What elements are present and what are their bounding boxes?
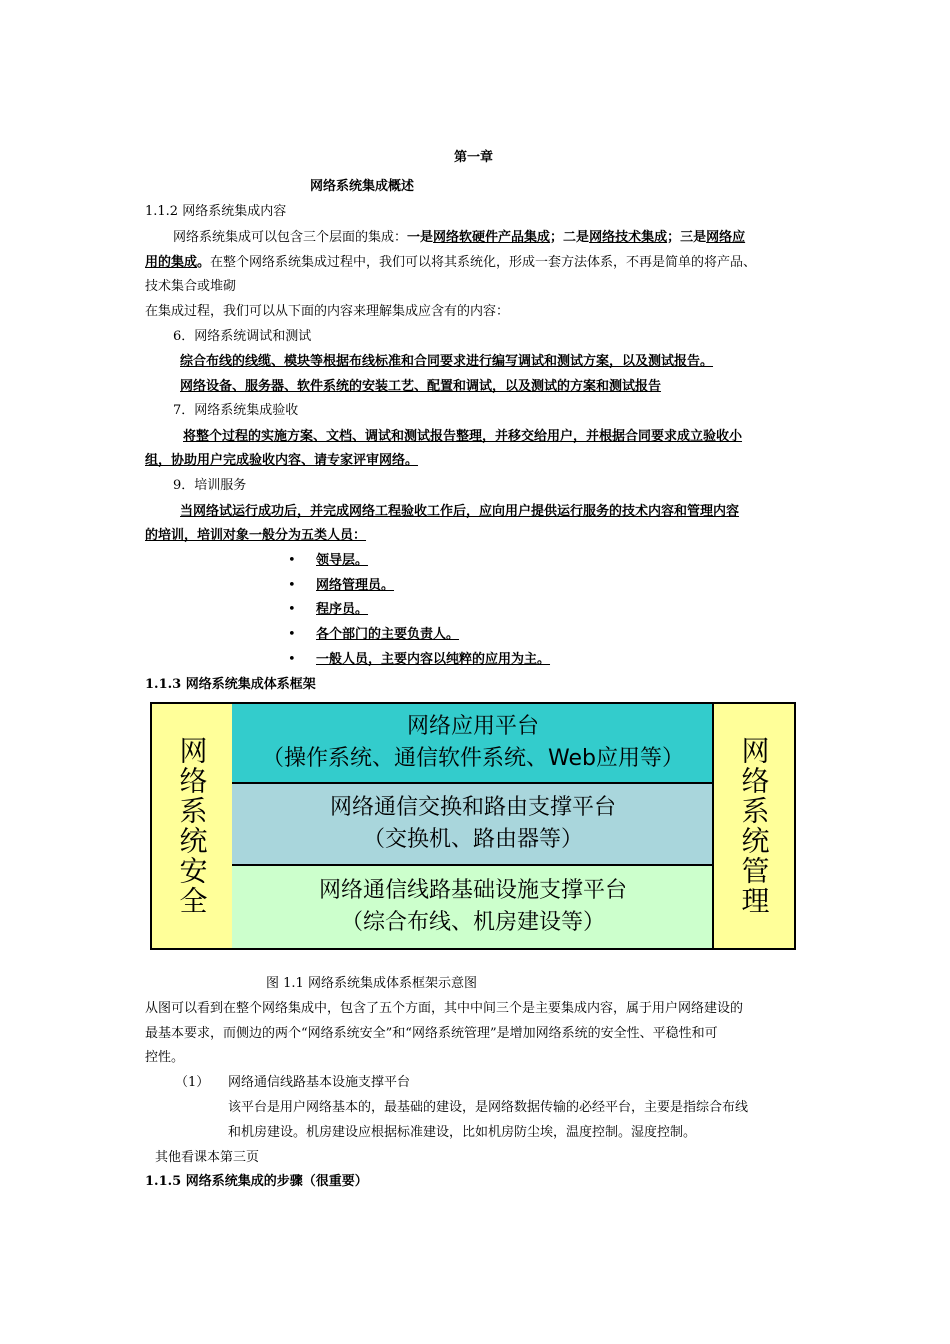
list-item: • 一般人员，主要内容以纯粹的应用为主。	[0, 647, 950, 672]
security-column: 网络系统安全	[152, 704, 234, 948]
subsection-line-1: 该平台是用户网络基本的，最基础的建设，是网络数据传输的必经平台，主要是指综合布线	[228, 1100, 749, 1115]
bullet-icon: •	[288, 652, 296, 667]
paragraph-1-line-3: 技术集合或堆砌	[145, 279, 237, 294]
item-6-line-1: 综合布线的线缆、模块等根据布线标准和合同要求进行编写调试和测试方案，以及测试报告。	[180, 354, 714, 369]
subsection-line-2: 和机房建设。机房建设应根据标准建设，比如机房防尘埃，温度控制。湿度控制。	[228, 1125, 697, 1140]
cabling-infrastructure-layer: 网络通信线路基础设施支撑平台 （综合布线、机房建设等）	[232, 866, 714, 948]
bullet-icon: •	[288, 553, 296, 568]
page-title: 网络系统集成概述	[310, 179, 415, 194]
switching-routing-layer: 网络通信交换和路由支撑平台 （交换机、路由器等）	[232, 784, 714, 866]
framework-diagram	[150, 702, 796, 950]
item-9-line-1: 当网络试运行成功后，并完成网络工程验收工作后，应向用户提供运行服务的技术内容和管理内容	[180, 504, 740, 519]
paragraph-3-line-2: 最基本要求，而侧边的两个“网络系统安全”和“网络系统管理”是增加网络系统的安全性、平稳性和可	[145, 1026, 718, 1041]
chapter-heading: 第一章	[454, 150, 494, 165]
paragraph-3-line-3: 控性。	[145, 1050, 185, 1065]
subsection-number: （1）	[175, 1075, 210, 1090]
section-heading-113: 1.1.3 网络系统集成体系框架	[145, 677, 316, 692]
item-7-line-1: 将整个过程的实施方案、文档、调试和测试报告整理，并移交给用户，并根据合同要求成立验收小	[183, 429, 743, 444]
subsection-title: 网络通信线路基本设施支撑平台	[228, 1075, 411, 1090]
item-6-line-2: 网络设备、服务器、软件系统的安装工艺、配置和调试，以及测试的方案和测试报告	[180, 379, 662, 394]
bullet-icon: •	[288, 627, 296, 642]
paragraph-2: 在集成过程，我们可以从下面的内容来理解集成应含有的内容：	[145, 304, 510, 319]
list-item: • 各个部门的主要负责人。	[0, 622, 950, 647]
bullet-icon: •	[288, 578, 296, 593]
item-7-line-2: 组，协助用户完成验收内容、请专家评审网络。	[145, 453, 419, 468]
list-item: • 领导层。	[0, 548, 950, 573]
other-note: 其他看课本第三页	[155, 1150, 260, 1165]
management-column: 网络系统管理	[712, 704, 794, 948]
application-platform-layer: 网络应用平台 （操作系统、通信软件系统、Web应用等）	[232, 704, 714, 784]
section-heading-115: 1.1.5 网络系统集成的步骤（很重要）	[145, 1174, 368, 1189]
item-9-title: 9．培训服务	[173, 478, 247, 493]
paragraph-1-line-2: 用的集成。在整个网络系统集成过程中，我们可以将其系统化，形成一套方法体系，不再是简单的将产品、	[145, 255, 757, 270]
paragraph-3-line-1: 从图可以看到在整个网络集成中，包含了五个方面，其中中间三个是主要集成内容，属于用户网络建设的	[145, 1001, 744, 1016]
item-7-title: 7．网络系统集成验收	[173, 403, 299, 418]
paragraph-1-line-1: 网络系统集成可以包含三个层面的集成：一是网络软硬件产品集成；二是网络技术集成；三是网络应	[173, 230, 746, 245]
bullet-icon: •	[288, 602, 296, 617]
item-6-title: 6．网络系统调试和测试	[173, 329, 312, 344]
section-heading-112: 1.1.2 网络系统集成内容	[145, 204, 287, 219]
figure-caption: 图 1.1 网络系统集成体系框架示意图	[266, 976, 477, 991]
list-item: • 程序员。	[0, 597, 950, 622]
item-9-line-2: 的培训，培训对象一般分为五类人员：	[145, 528, 367, 543]
list-item: • 网络管理员。	[0, 573, 950, 598]
